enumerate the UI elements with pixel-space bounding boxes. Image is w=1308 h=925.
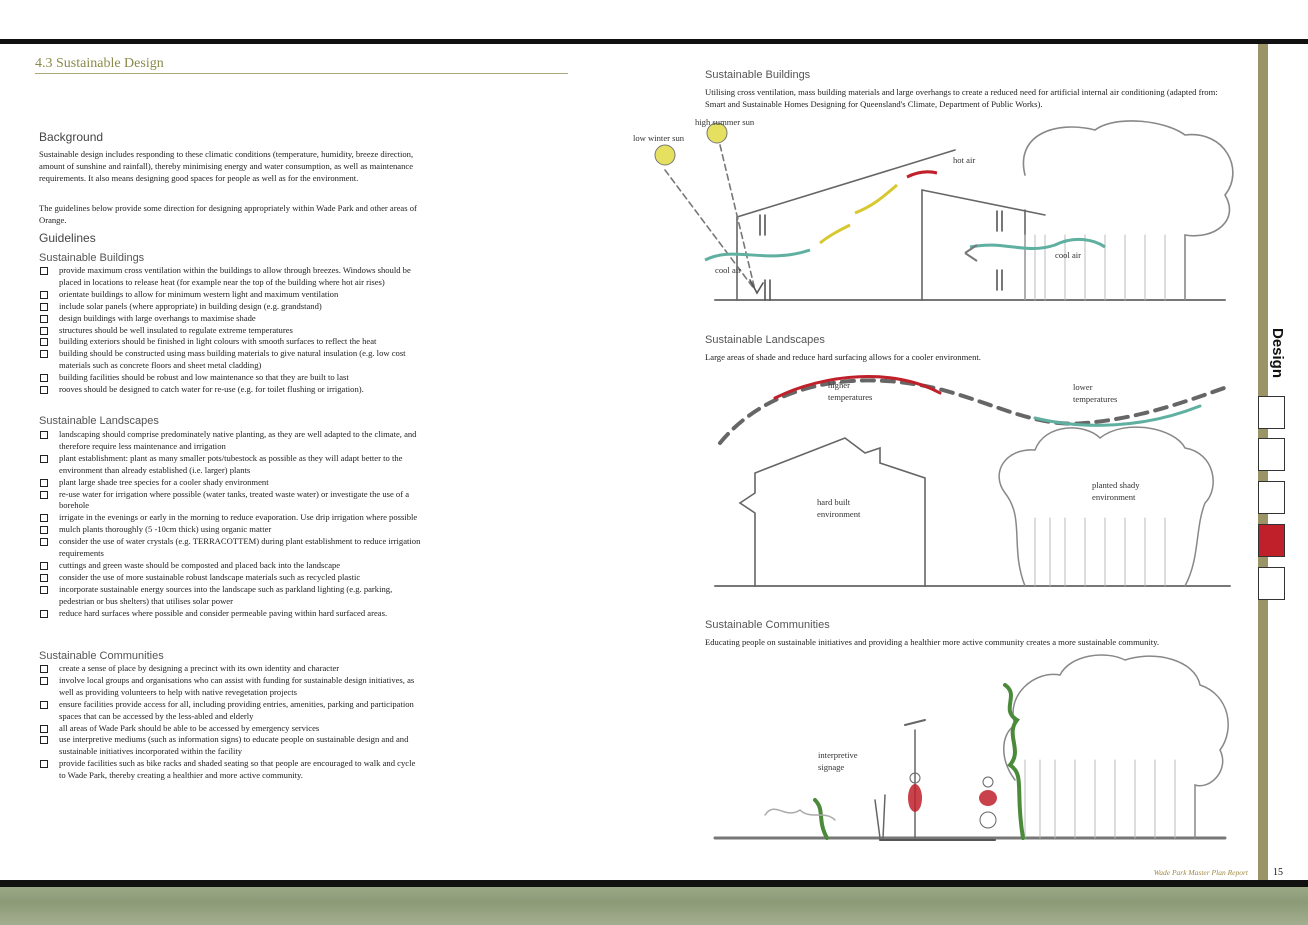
section-rule [35,73,568,74]
checklist-item: irrigate in the evenings or early in the morning to reduce evaporation. Use drip irrigation where possible [39,512,424,524]
checklist-item: mulch plants thoroughly (5 -10cm thick) using organic matter [39,524,424,536]
top-rule [0,39,1308,44]
checklist-item: consider the use of water crystals (e.g. TERRACOTTEM) during plant establishment to reduce irrigation requirements [39,536,424,560]
section-tab-box-active[interactable] [1258,524,1285,557]
background-paragraph-1: Sustainable design includes responding to these climatic conditions (temperature, humidity, breeze direction, amount of sunshine and rainfall), thereby minimising energy and water consumption, as well as maintenance requirements. It also means designing good spaces for people as well as for the environment. [39,149,414,183]
checklist-item: include solar panels (where appropriate) in building design (e.g. grandstand) [39,301,434,313]
checklist-item: ensure facilities provide access for all, including providing entries, amenities, parking and participation spaces that can be accessed by the less-abled and elderly [39,699,424,723]
checklist-item: building facilities should be robust and low maintenance so that they are built to last [39,372,434,384]
buildings-figure-caption: Utilising cross ventilation, mass building materials and large overhangs to create a reduced need for artificial internal air conditioning (adapted from: Smart and Sustainable Homes Designing for Queensland's Climate, Department of Public Works). [705,87,1218,109]
label-higher-1: higher [828,380,850,390]
background-paragraph-2: The guidelines below provide some direction for designing appropriately within Wade Park and other areas of Orange. [39,203,417,225]
label-cool-air-right: cool air [1055,250,1082,260]
buildings-figure-title: Sustainable Buildings [705,69,811,81]
label-interpretive-1: interpretive [818,750,858,760]
checklist-item: building should be constructed using mass building materials to give natural insulation (e.g. low cost materials such as concrete floors and sheet metal cladding) [39,348,434,372]
communities-figure-title: Sustainable Communities [705,619,830,631]
landscapes-checklist [39,429,424,620]
checklist-item: cuttings and green waste should be composted and placed back into the landscape [39,560,424,572]
communities-figure-caption: Educating people on sustainable initiatives and providing a healthier more active community creates a more sustainable community. [705,637,1160,647]
label-higher-2: temperatures [828,392,873,402]
checklist-item: provide maximum cross ventilation within the buildings to allow through breezes. Windows should be placed in locations to release heat (for example near the top of the building where hot air rises) [39,265,434,289]
section-title: 4.3 Sustainable Design [35,56,164,71]
checklist-item: all areas of Wade Park should be able to be accessed by emergency services [39,723,424,735]
label-high-sun: high summer sun [695,117,755,127]
checklist-item: re-use water for irrigation where possible (water tanks, treated waste water) or investigate the use of a borehole [39,489,424,513]
checklist-item: design buildings with large overhangs to maximise shade [39,313,434,325]
checklist-item: involve local groups and organisations who can assist with funding for sustainable design initiatives, as well as providing volunteers to help with native revegetation projects [39,675,424,699]
buildings-sketch [625,115,1245,315]
landscapes-sketch [705,368,1240,598]
section-tab-box[interactable] [1258,567,1285,600]
landscapes-heading: Sustainable Landscapes [39,415,159,427]
label-hard-built-1: hard built [817,497,851,507]
checklist-item: rooves should be designed to catch water for re-use (e.g. for toilet flushing or irrigation). [39,384,434,396]
label-lower-1: lower [1073,382,1093,392]
page-number: 15 [1273,867,1283,878]
checklist-item: landscaping should comprise predominately native planting, as they are well adapted to the climate, and therefore require less maintenance and irrigation [39,429,424,453]
label-low-sun: low winter sun [633,133,685,143]
landscapes-figure-title: Sustainable Landscapes [705,334,825,346]
checklist-item: use interpretive mediums (such as information signs) to educate people on sustainable design and and sustainable initiatives incorporated within the facility [39,734,424,758]
section-tab-box[interactable] [1258,481,1285,514]
label-lower-2: temperatures [1073,394,1118,404]
communities-sketch [705,650,1240,850]
checklist-item: plant establishment: plant as many smaller pots/tubestock as possible as they will adapt better to the environment than already established (i.e. larger) plants [39,453,424,477]
checklist-item: reduce hard surfaces where possible and consider permeable paving within hard surfaced areas. [39,608,424,620]
section-tab-box[interactable] [1258,438,1285,471]
section-tab-design[interactable] [1262,328,1296,384]
communities-checklist [39,663,424,782]
label-cool-air-left: cool air [715,265,742,275]
buildings-heading: Sustainable Buildings [39,252,145,264]
label-hard-built-2: environment [817,509,861,519]
checklist-item: orientate buildings to allow for minimum western light and maximum ventilation [39,289,434,301]
guidelines-heading: Guidelines [39,231,96,245]
footer-report-name: Wade Park Master Plan Report [1153,868,1248,877]
checklist-item: consider the use of more sustainable robust landscape materials such as recycled plastic [39,572,424,584]
label-hot-air: hot air [953,155,976,165]
background-heading: Background [39,130,104,144]
bottom-rule [0,880,1308,887]
checklist-item: create a sense of place by designing a precinct with its own identity and character [39,663,424,675]
grass-strip-image [0,887,1308,925]
label-interpretive-2: signage [818,762,845,772]
label-shady-1: planted shady [1092,480,1140,490]
checklist-item: plant large shade tree species for a cooler shady environment [39,477,424,489]
checklist-item: building exteriors should be finished in light colours with smooth surfaces to reflect the heat [39,336,434,348]
section-tab-label: Design [1269,328,1286,379]
communities-heading: Sustainable Communities [39,650,164,662]
checklist-item: incorporate sustainable energy sources into the landscape such as parkland lighting (e.g. parking, pedestrian or bus shelters) that utilises solar power [39,584,424,608]
checklist-item: provide facilities such as bike racks and shaded seating so that people are encouraged to walk and cycle to Wade Park, thereby creating a healthier and more active community. [39,758,424,782]
checklist-item: structures should be well insulated to regulate extreme temperatures [39,325,434,337]
landscapes-figure-caption: Large areas of shade and reduce hard surfacing allows for a cooler environment. [705,352,981,362]
buildings-checklist [39,265,434,396]
label-shady-2: environment [1092,492,1136,502]
section-tab-box[interactable] [1258,396,1285,429]
